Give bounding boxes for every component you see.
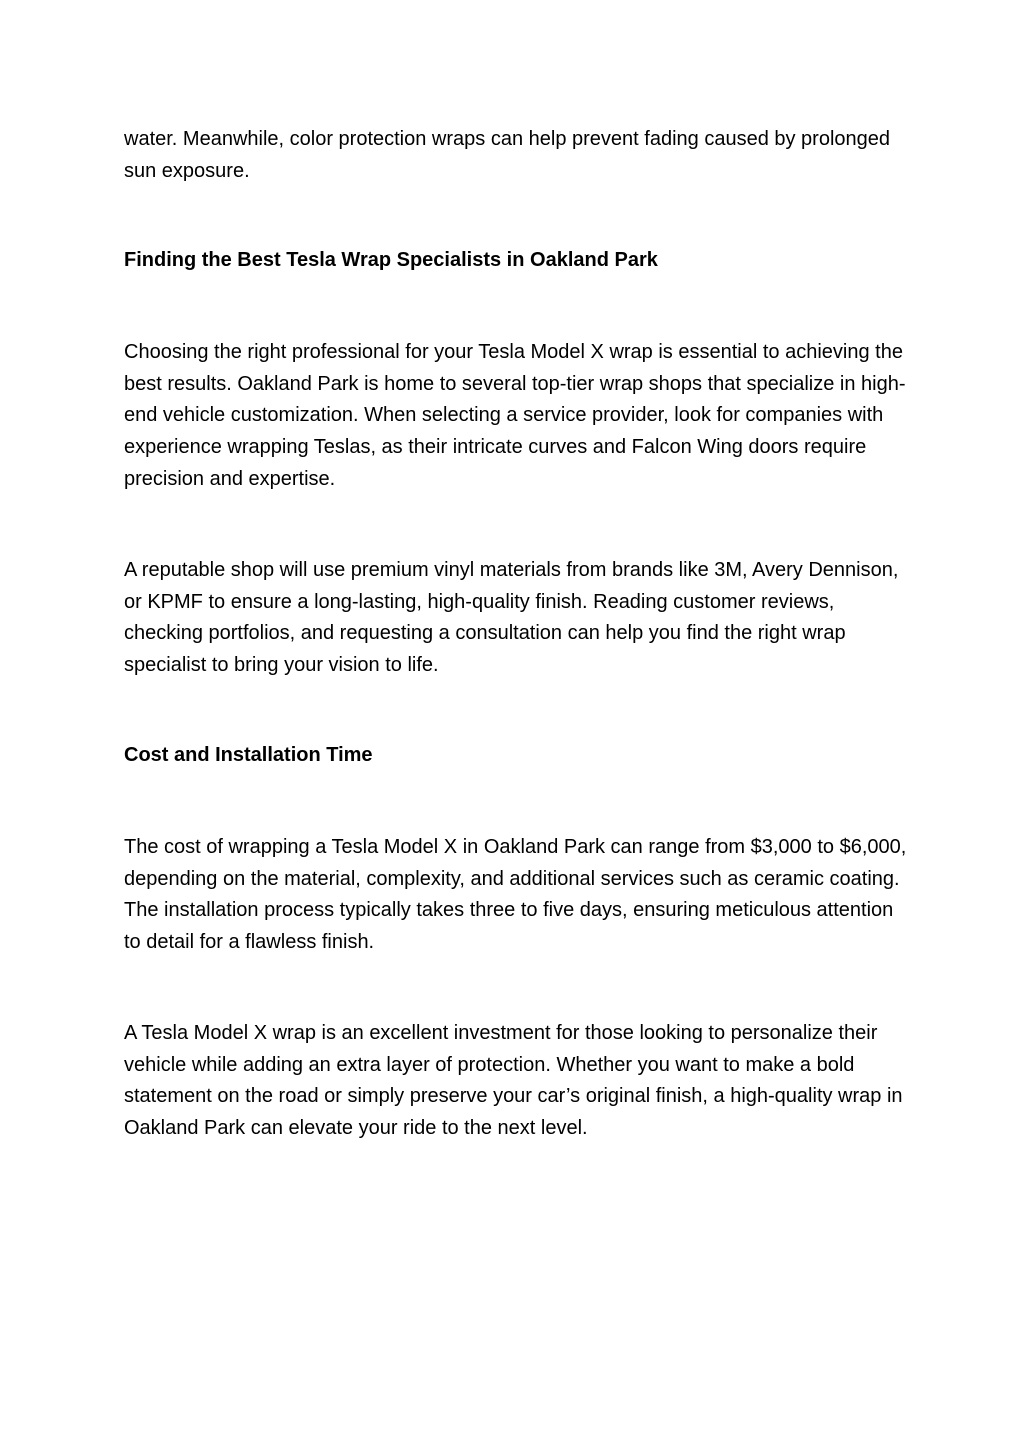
paragraph-choosing-professional: Choosing the right professional for your Tesla Model X wrap is essential to achieving the best results. Oakland Park is home to several top-tier wrap shops that specialize in high-end vehicle customization. When selecting a service provider, look for companies with experience wrapping Teslas, as their intricate curves and Falcon Wing doors require precision and expertise. — [124, 341, 906, 490]
paragraph-intro-continuation: water. Meanwhile, color protection wraps can help prevent fading caused by prolonged sun exposure. — [124, 128, 891, 182]
paragraph-reputable-shop: A reputable shop will use premium vinyl materials from brands like 3M, Avery Dennison, or KPMF to ensure a long-lasting, high-quality finish. Reading customer reviews, checking portfolios, and requesting a consultation can help you find the right wrap specialist to bring your vision to life. — [124, 559, 899, 677]
paragraph-conclusion: A Tesla Model X wrap is an excellent investment for those looking to personalize their vehicle while adding an extra layer of protection. Whether you want to make a bold statement on the road or simply preserve your car’s original finish, a high-quality wrap in Oakland Park can elevate your ride to the next level. — [124, 1022, 903, 1140]
section-heading-cost-installation: Cost and Installation Time — [124, 744, 373, 766]
paragraph-cost: The cost of wrapping a Tesla Model X in Oakland Park can range from $3,000 to $6,000, depending on the material, complexity, and additional services such as ceramic coating. The installation process typically takes three to five days, ensuring meticulous attention to detail for a flawless finish. — [124, 836, 907, 954]
section-heading-finding-specialists: Finding the Best Tesla Wrap Specialists in Oakland Park — [124, 249, 658, 271]
